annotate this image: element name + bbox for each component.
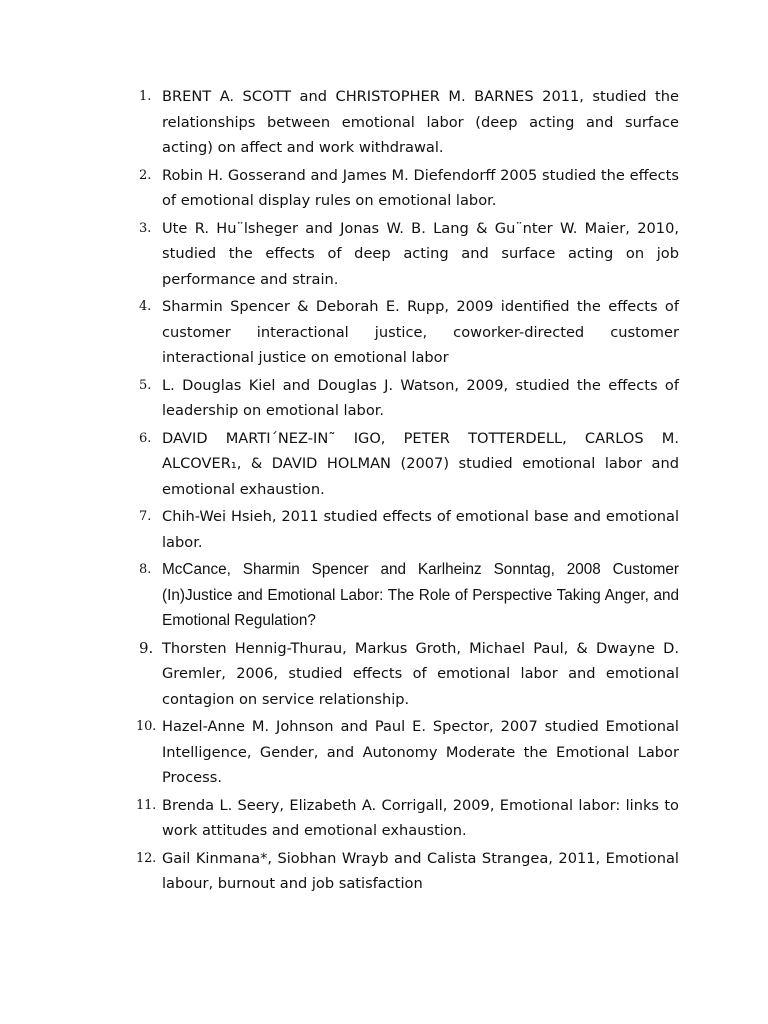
reference-item: [136, 163, 679, 214]
reference-item: [136, 636, 679, 713]
reference-item: [136, 216, 679, 293]
reference-text: Thorsten Hennig-Thurau, Markus Groth, Michael Paul, & Dwayne D. Gremler, 2006, studied effects of emotional labor and emotional contagion on service relationship.: [162, 639, 679, 708]
reference-number: 8.: [139, 562, 152, 577]
reference-number: 3.: [139, 220, 152, 236]
reference-number: 5.: [139, 377, 152, 393]
reference-text: Gail Kinmana*, Siobhan Wrayb and Calista Strangea, 2011, Emotional labour, burnout and job satisfaction: [162, 849, 679, 892]
reference-number: 10.: [136, 719, 157, 734]
reference-item: [136, 294, 679, 371]
reference-text: Sharmin Spencer & Deborah E. Rupp, 2009 identified the effects of customer interactional justice, coworker-directed customer interactional justice on emotional labor: [162, 298, 679, 366]
reference-item: [136, 846, 679, 897]
reference-text: DAVID MARTI´NEZ-IN˜ IGO, PETER TOTTERDELL, CARLOS M. ALCOVER₁, & DAVID HOLMAN (2007) studied emotional labor and emotional exhaustion.: [162, 429, 679, 498]
reference-item: [136, 426, 679, 503]
reference-item: [136, 793, 679, 844]
reference-text: Ute R. Hu¨lsheger and Jonas W. B. Lang & Gu¨nter W. Maier, 2010, studied the effects of deep acting and surface acting on job performance and strain.: [162, 219, 679, 288]
reference-text: Brenda L. Seery, Elizabeth A. Corrigall, 2009, Emotional labor: links to work attitudes and emotional exhaustion.: [162, 796, 679, 839]
reference-item: [136, 557, 679, 634]
reference-text: BRENT A. SCOTT and CHRISTOPHER M. BARNES 2011, studied the relationships between emotional labor (deep acting and surface acting) on affect and work withdrawal.: [162, 88, 679, 156]
reference-number: 12.: [136, 850, 157, 866]
reference-number: 7.: [139, 509, 152, 524]
reference-text: Chih-Wei Hsieh, 2011 studied effects of emotional base and emotional labor.: [162, 508, 679, 551]
reference-number: 1.: [139, 89, 152, 104]
reference-number: 11.: [136, 797, 157, 813]
reference-item: [136, 714, 679, 791]
reference-number: 6.: [139, 430, 152, 446]
reference-item: [136, 84, 679, 161]
reference-item: [136, 504, 679, 555]
reference-text: Hazel-Anne M. Johnson and Paul E. Spector, 2007 studied Emotional Intelligence, Gender, and Autonomy Moderate the Emotional Labor Process.: [162, 718, 679, 786]
reference-number: 4.: [139, 299, 152, 314]
reference-text: L. Douglas Kiel and Douglas J. Watson, 2009, studied the effects of leadership on emotional labor.: [162, 376, 679, 419]
reference-list: [136, 84, 679, 899]
reference-item: [136, 373, 679, 424]
reference-text: McCance, Sharmin Spencer and Karlheinz Sonntag, 2008 Customer (In)Justice and Emotional Labor: The Role of Perspective Taking Anger, and Emotional Regulation?: [162, 561, 679, 629]
reference-text: Robin H. Gosserand and James M. Diefendorff 2005 studied the effects of emotional display rules on emotional labor.: [162, 166, 679, 209]
reference-number: 9.: [139, 638, 154, 657]
reference-number: 2.: [139, 167, 152, 183]
